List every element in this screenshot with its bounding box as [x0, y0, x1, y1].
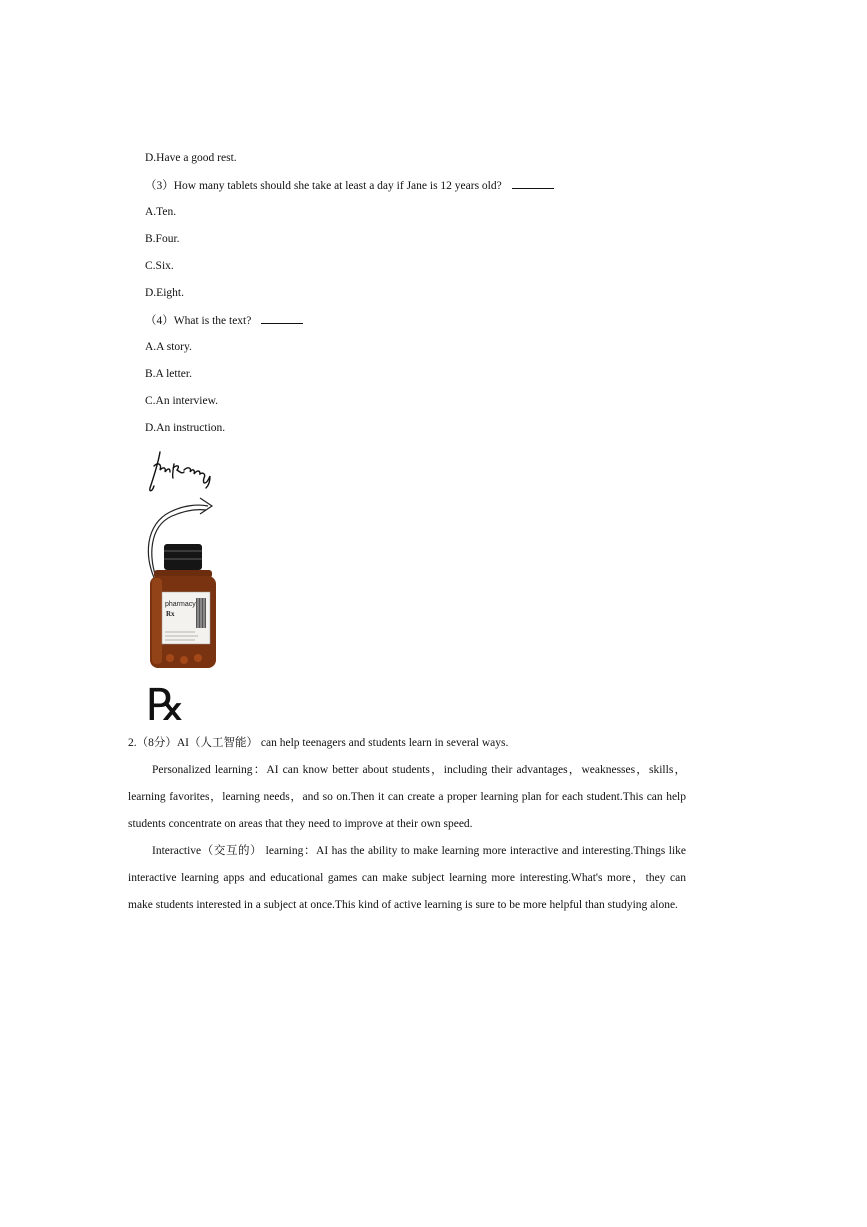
- q4-answer-blank[interactable]: [261, 313, 303, 324]
- passage2-paragraph-2: Interactive（交互的） learning：AI has the ability to make learning more interactive and interesting.Things like interactive learning apps and educational games can make subject learning more interesting.What's more，they can make students interested in a subject at once.This kind of active learning is sure to be more helpful than studying alone.: [128, 845, 686, 911]
- q4-option-c: C.An interview.: [145, 395, 219, 407]
- q4-option-b: B.A letter.: [145, 368, 192, 380]
- q4-stem: [145, 313, 303, 328]
- pill-bottle-image: [150, 544, 216, 668]
- bottle-label-rx: Rx: [166, 610, 175, 618]
- q3-stem-text: （3）How many tablets should she take at least a day if Jane is 12 years old?: [145, 180, 502, 192]
- q4-option-d: D.An instruction.: [145, 422, 226, 434]
- rx-symbol-icon: ℞: [146, 681, 186, 730]
- q3-answer-blank[interactable]: [512, 178, 554, 189]
- q3-stem: [145, 178, 554, 193]
- bottle-label-pharmacy: pharmacy: [165, 601, 196, 608]
- q3-option-d: D.Eight.: [145, 287, 184, 299]
- q3-option-c: C.Six.: [145, 260, 174, 272]
- signature-image: [150, 452, 210, 491]
- q4-stem-text: （4）What is the text?: [145, 315, 252, 327]
- q3-option-a: A.Ten.: [145, 206, 177, 218]
- passage2-heading: 2.（8分）AI（人工智能） can help teenagers and students learn in several ways.: [128, 737, 509, 749]
- q2-option-d: D.Have a good rest.: [145, 152, 237, 164]
- passage2-paragraph-1: Personalized learning：AI can know better about students，including their advantages，weaknesses，skills，learning favorites，learning needs，and so on.Then it can create a proper learning plan for each student.This can help students concentrate on areas that they need to improve at their own speed.: [128, 764, 686, 830]
- q4-option-a: A.A story.: [145, 341, 192, 353]
- prescription-figure: [140, 446, 230, 731]
- q3-option-b: B.Four.: [145, 233, 180, 245]
